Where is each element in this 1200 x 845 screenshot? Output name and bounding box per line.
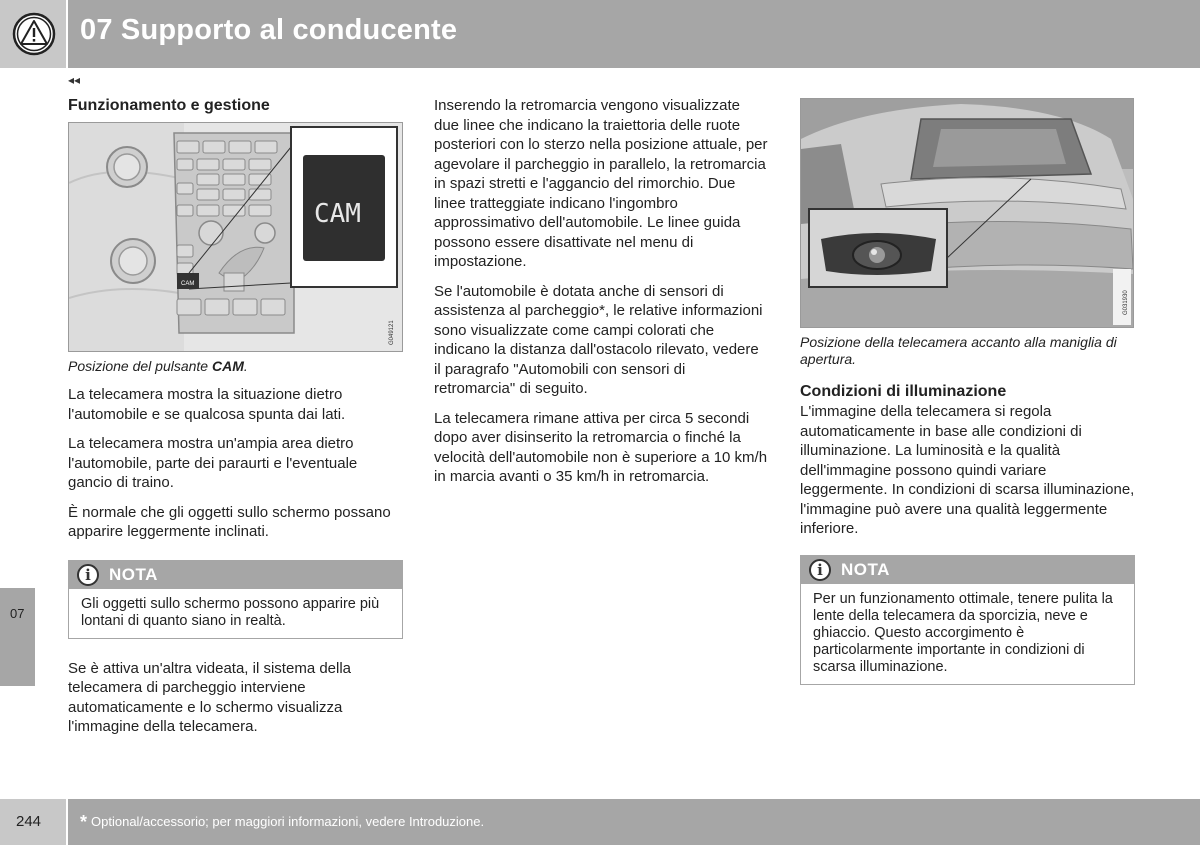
figure-code: G049121 <box>389 320 395 345</box>
cam-button-label: CAM <box>314 199 361 229</box>
figure-caption-rear-camera: Posizione della telecamera accanto alla maniglia di apertura. <box>800 334 1117 367</box>
note-header <box>69 561 402 589</box>
chapter-title: 07 Supporto al conducente <box>80 14 458 46</box>
footnote-star: * <box>80 812 88 832</box>
section-heading-funzionamento: Funzionamento e gestione <box>68 97 270 114</box>
note-text: Gli oggetti sullo schermo possono apparire più lontani di quanto siano in realtà. <box>81 595 380 629</box>
note-title: NOTA <box>841 559 890 579</box>
figure-caption-cam <box>68 358 403 375</box>
header-icon-box <box>0 0 68 68</box>
cam-button-figure <box>68 122 403 352</box>
caption-bold-text: CAM <box>212 358 244 374</box>
column-1 <box>68 96 403 747</box>
paragraph: L'immagine della telecamera si regola automaticamente in base alle condizioni di illuminazione. La luminosità e la qualità dell'immagine possono quindi variare leggermente. In condizioni di scarsa illuminazione, l'immagine può avere una qualità leggermente inferiore. <box>800 403 1135 537</box>
chapter-side-tab[interactable] <box>0 588 35 686</box>
info-icon <box>77 564 99 586</box>
paragraph: La telecamera mostra la situazione dietro l'automobile e se qualcosa spunta dai lati. <box>68 386 346 423</box>
rear-hatch-illustration <box>801 99 1133 327</box>
center-console-illustration <box>69 123 402 351</box>
note-text: Per un funzionamento ottimale, tenere pulita la lente della telecamera da sporcizia, neve e ghiaccio. Questo accorgimento è particolarmente importante in condizioni di scarsa illuminazione. <box>813 590 1113 675</box>
note-box <box>68 560 403 639</box>
page-header <box>0 0 1200 68</box>
caption-suffix: . <box>243 358 248 374</box>
caption-text: Posizione del pulsante <box>68 358 212 374</box>
footnote <box>80 812 484 833</box>
rear-camera-figure <box>800 98 1134 328</box>
paragraph: È normale che gli oggetti sullo schermo possano apparire leggermente inclinati. <box>68 503 391 540</box>
warning-triangle-icon <box>12 12 56 56</box>
note-title: NOTA <box>109 564 158 584</box>
previous-page-icon[interactable]: ◂◂ <box>68 73 81 87</box>
page-footer <box>0 799 1200 845</box>
footnote-text: Optional/accessorio; per maggiori informazioni, vedere Introduzione. <box>91 814 485 829</box>
paragraph: La telecamera rimane attiva per circa 5 secondi dopo aver disinserito la retromarcia o finché la velocità dell'automobile non è superiore a 10 km/h in marcia avanti o 35 km/h in retromarcia. <box>434 409 768 485</box>
column-2 <box>434 96 769 497</box>
paragraph: Inserendo la retromarcia vengono visualizzate due linee che indicano la traiettoria delle ruote posteriori con lo sterzo nella posizione attuale, per agevolare il parcheggio in parallelo, la retromarcia in spazi stretti e l'aggancio del rimorchio. Due linee tratteggiate indicano l'ingombro approssimativo dell'automobile. Le linee guida possono essere disattivate nel menu di impostazione. <box>434 97 768 270</box>
paragraph: Se è attiva un'altra videata, il sistema della telecamera di parcheggio interviene automaticamente e lo schermo visualizza l'immagine della telecamera. <box>68 659 352 735</box>
cam-small-label: CAM <box>181 281 195 287</box>
figure-code: G031930 <box>1123 290 1129 315</box>
section-heading-illuminazione: Condizioni di illuminazione <box>800 383 1007 400</box>
page-number-box <box>0 799 68 845</box>
paragraph: Se l'automobile è dotata anche di sensori di assistenza al parcheggio*, le relative informazioni sono visualizzate come campi colorati che indicano la distanza dall'ostacolo rilevato, vedere il paragrafo "Automobili con sensori di retromarcia" di seguito. <box>434 282 763 397</box>
note-header <box>801 556 1134 584</box>
page-number: 244 <box>16 813 42 830</box>
info-icon <box>809 559 831 581</box>
chapter-side-tab-label: 07 <box>10 606 25 621</box>
note-box <box>800 555 1135 685</box>
paragraph: La telecamera mostra un'ampia area dietro l'automobile, parte dei paraurti e l'eventuale gancio di traino. <box>68 435 358 491</box>
column-3 <box>800 96 1135 705</box>
